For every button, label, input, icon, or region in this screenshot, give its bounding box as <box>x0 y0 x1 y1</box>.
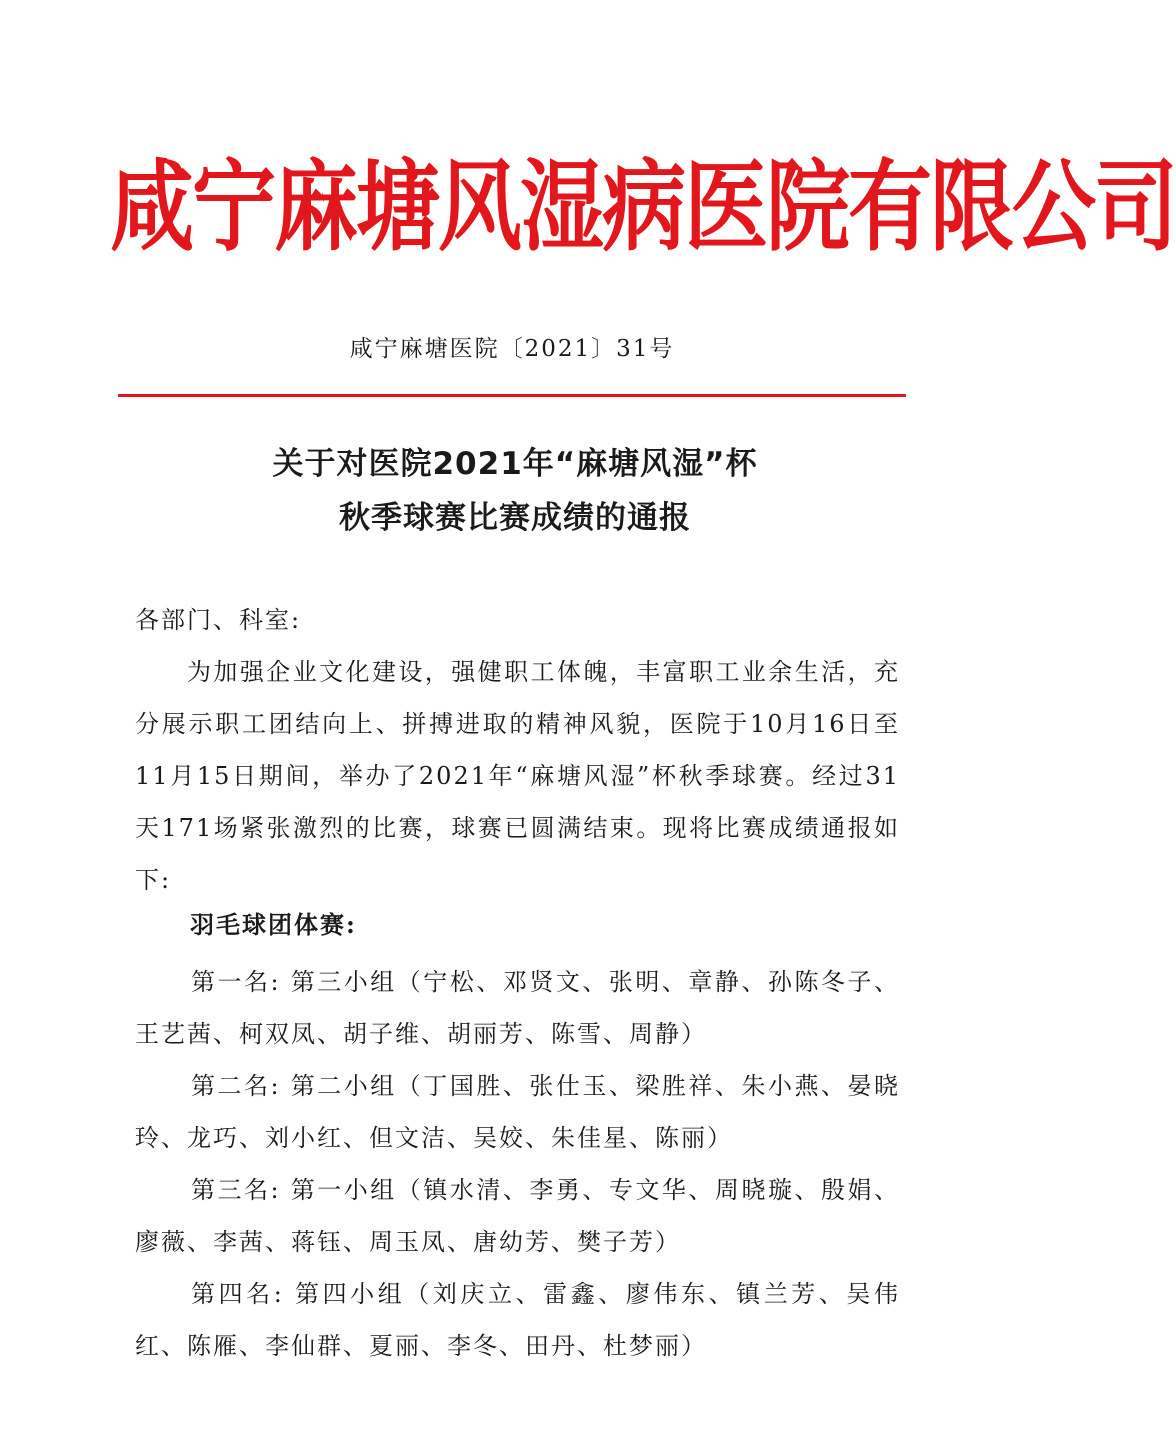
document-title-line-1: 关于对医院2021年“麻塘风湿”杯 <box>272 446 758 482</box>
red-divider-line <box>118 394 906 397</box>
result-item-2nd: 第二名: 第二小组（丁国胜、张仕玉、梁胜祥、朱小燕、晏晓玲、龙巧、刘小红、但文洁、吴姣、朱佳星、陈丽） <box>135 1072 900 1152</box>
result-item-3rd: 第三名: 第一小组（镇水清、李勇、专文华、周晓璇、殷娟、廖薇、李茜、蒋钰、周玉凤、唐幼芳、樊子芳） <box>135 1176 900 1256</box>
document-number: 咸宁麻塘医院〔2021〕31号 <box>349 336 675 362</box>
intro-paragraph: 为加强企业文化建设，强健职工体魄，丰富职工业余生活，充分展示职工团结向上、拼搏进取的精神风貌，医院于10月16日至11月15日期间，举办了2021年“麻塘风湿”杯秋季球赛。经过31天171场紧张激烈的比赛，球赛已圆满结束。现将比赛成绩通报如下: <box>135 658 900 894</box>
result-item-1st: 第一名: 第三小组（宁松、邓贤文、张明、章静、孙陈冬子、王艺茜、柯双凤、胡子维、胡丽芳、陈雪、周静） <box>135 968 900 1048</box>
result-item-4th: 第四名: 第四小组（刘庆立、雷鑫、廖伟东、镇兰芳、吴伟红、陈雁、李仙群、夏丽、李冬、田丹、杜梦丽） <box>135 1280 900 1360</box>
salutation: 各部门、科室: <box>135 606 302 634</box>
document-title-line-2: 秋季球赛比赛成绩的通报 <box>339 500 691 536</box>
letterhead-org-name: 咸宁麻塘风湿病医院有限公司 <box>110 148 1176 265</box>
section-heading-badminton-team: 羽毛球团体赛: <box>190 910 357 939</box>
results-list <box>135 956 900 1372</box>
